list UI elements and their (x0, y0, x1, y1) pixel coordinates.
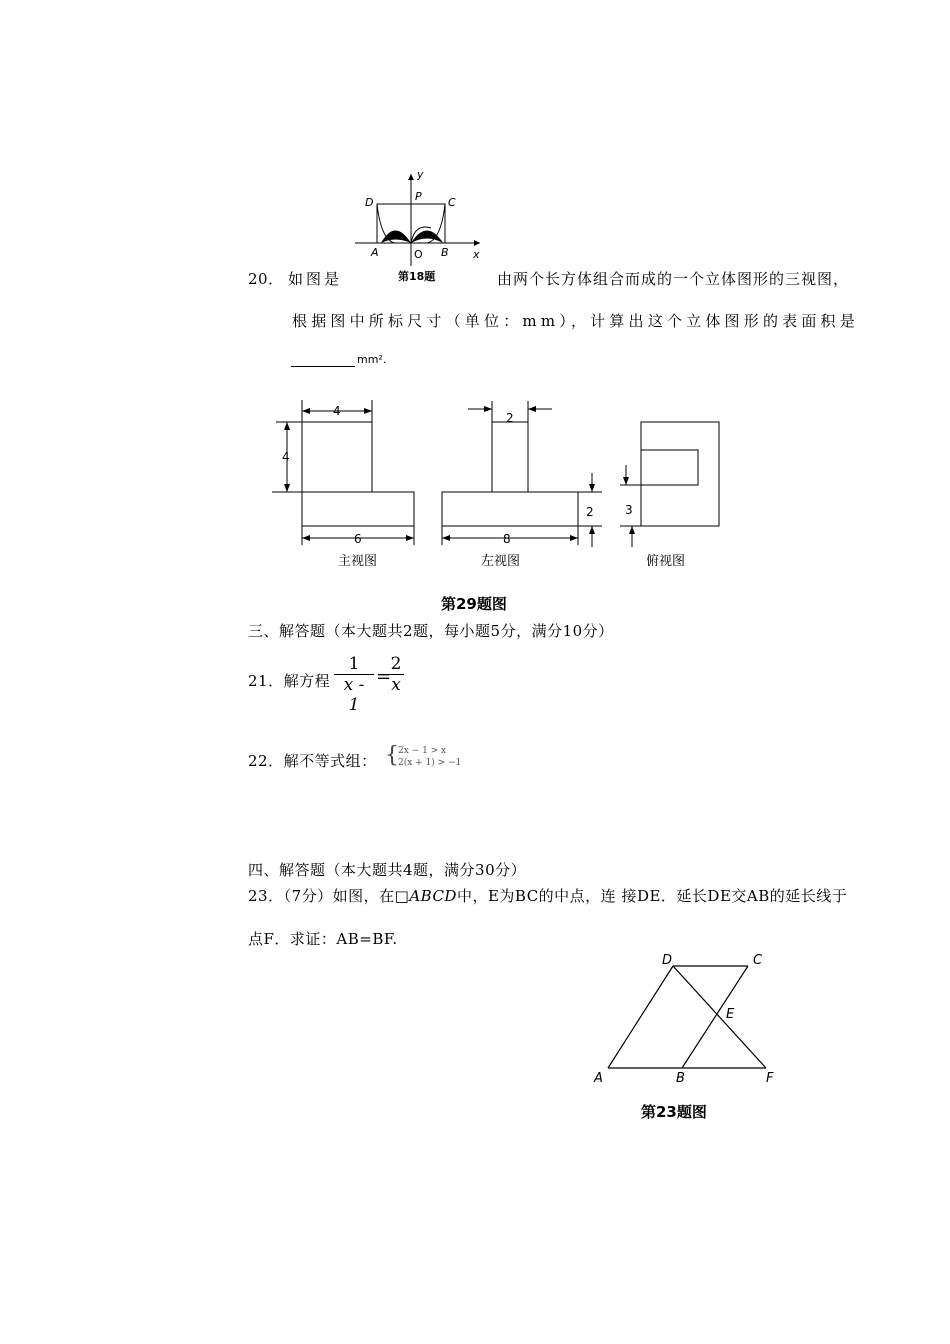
figure-18 (355, 168, 490, 268)
section4-title: 四、解答题（本大题共4题，满分30分） (248, 861, 527, 879)
figure-29 (268, 395, 728, 585)
q20-number: 20． (248, 270, 284, 288)
fig18-label-d: D (365, 196, 374, 209)
fig23-label-d: D (662, 953, 673, 968)
q21-lhs-num: 1 (348, 654, 360, 674)
left-view (442, 401, 602, 547)
q21-lhs-den: x - 1 (343, 675, 365, 715)
dim-top-view: 3 (625, 503, 633, 517)
q22-ineq1: 2x − 1 > x (398, 746, 447, 756)
fig29-caption: 第29题图 (441, 595, 507, 613)
fig18-label-y: y (417, 168, 424, 181)
q22-ineq2: 2(x + 1) > −1 (398, 758, 462, 768)
fig23-label-b: B (676, 1071, 685, 1086)
fig18-label-c: C (448, 196, 456, 209)
fig23-label-f: F (766, 1071, 774, 1086)
q23-line1 (248, 885, 847, 906)
q21-label: 21．解方程 (248, 672, 331, 690)
q21-eq: = (376, 666, 392, 687)
q22-brace: { (385, 743, 399, 768)
dim-front-bottom: 6 (354, 532, 362, 546)
q20-text-a: 如图是 (288, 270, 343, 288)
q22-label: 22．解不等式组： (248, 752, 377, 770)
fig23-label-c: C (753, 953, 763, 968)
fig18-label-a: A (371, 246, 379, 259)
top-view (620, 422, 719, 547)
dim-left-bottom: 8 (503, 532, 511, 546)
q23-line1-a: 23．（7分）如图，在 (248, 887, 395, 905)
q23-parallelogram: □ABCD (394, 887, 457, 905)
fig18-caption: 第18题 (398, 270, 436, 283)
q21-rhs-fraction (388, 654, 404, 695)
q20-line2: 根据图中所标尺寸（单位：mm），计算出这个立体图形的表面积是 (292, 312, 859, 330)
fig23-caption: 第23题图 (641, 1103, 707, 1121)
dim-left-top: 2 (506, 411, 514, 425)
label-top-view: 俯视图 (646, 554, 686, 569)
fig23-label-a: A (594, 1071, 603, 1086)
label-front-view: 主视图 (338, 554, 378, 569)
q23-line2: 点F．求证：AB=BF. (248, 930, 398, 948)
figure-23 (590, 950, 790, 1090)
fig18-label-o: O (414, 248, 423, 261)
q21-rhs-num: 2 (390, 654, 402, 674)
q21-lhs-fraction (334, 654, 374, 715)
q21-rhs-den: x (391, 675, 401, 695)
q23-line1-b: 中，E为BC的中点，连 接DE．延长DE交AB的延长线于 (456, 887, 848, 905)
q20-text-b: 由两个长方体组合而成的一个立体图形的三视图， (497, 270, 850, 288)
label-left-view: 左视图 (481, 554, 521, 569)
fig18-label-b: B (441, 246, 449, 259)
front-view (272, 400, 414, 545)
q20-unit: mm². (357, 353, 387, 366)
dim-left-right: 2 (586, 505, 594, 519)
fig18-label-x: x (473, 248, 480, 261)
fig23-label-e: E (726, 1007, 735, 1022)
dim-front-top: 4 (333, 404, 341, 418)
fig18-label-p: P (415, 190, 422, 203)
section3-title: 三、解答题（本大题共2题，每小题5分，满分10分） (248, 622, 614, 640)
q20-answer-blank (291, 366, 355, 367)
dim-front-left: 4 (282, 450, 290, 464)
